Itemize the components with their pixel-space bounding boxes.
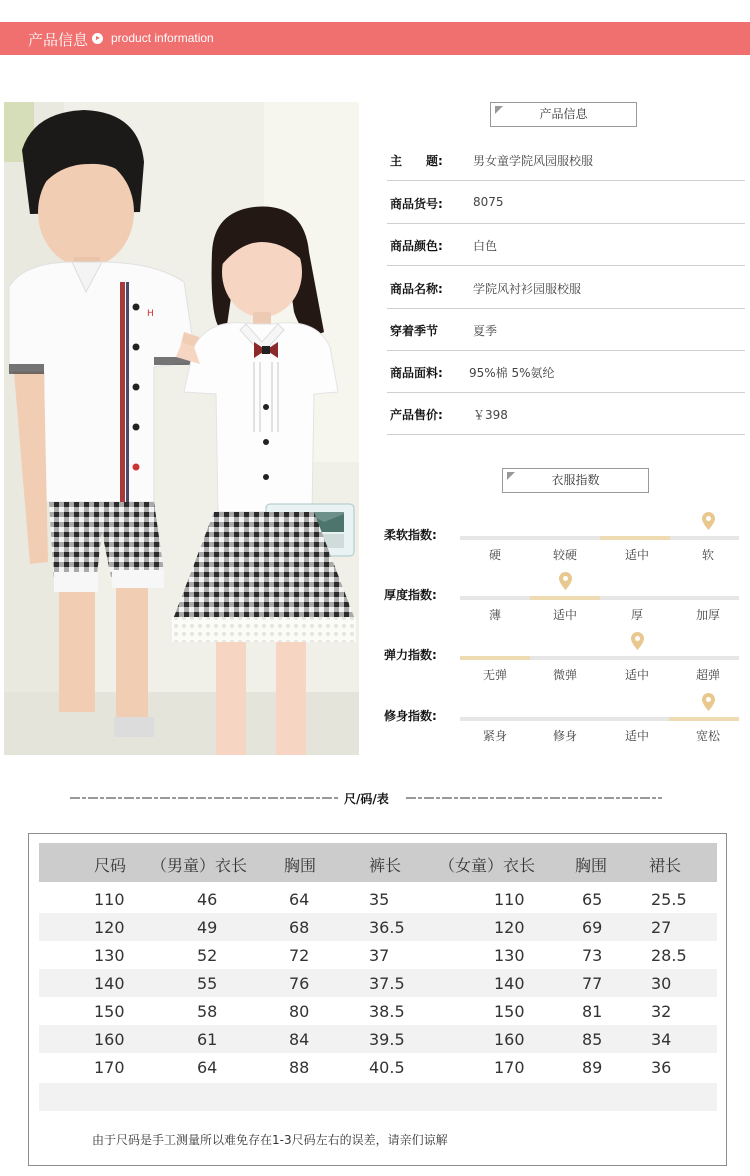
index-option: 宽松 bbox=[695, 729, 720, 743]
table-row bbox=[39, 941, 717, 969]
table-cell: 40.5 bbox=[369, 1058, 405, 1077]
location-pin-icon bbox=[702, 512, 715, 530]
table-cell: 36.5 bbox=[369, 918, 405, 937]
table-cell: 65 bbox=[582, 890, 603, 909]
info-value: 95%棉 5%氨纶 bbox=[469, 366, 555, 380]
index-option: 较硬 bbox=[552, 548, 577, 562]
table-cell: 34 bbox=[651, 1030, 672, 1049]
table-cell: 37 bbox=[369, 946, 390, 965]
info-value: 白色 bbox=[473, 239, 498, 253]
index-label: 修身指数: bbox=[384, 709, 437, 723]
col-header-girl-chest: 胸围 bbox=[575, 856, 608, 875]
index-option: 无弹 bbox=[482, 668, 507, 682]
table-cell: 36 bbox=[651, 1058, 672, 1077]
table-cell: 130 bbox=[94, 946, 125, 965]
index-option: 软 bbox=[701, 548, 714, 562]
table-cell: 81 bbox=[582, 1002, 603, 1021]
col-header-pants-length: 裤长 bbox=[369, 856, 402, 875]
table-cell: 160 bbox=[494, 1030, 525, 1049]
info-key: 商品货号: bbox=[390, 197, 443, 211]
table-cell: 69 bbox=[582, 918, 603, 937]
table-row bbox=[39, 969, 717, 997]
table-cell: 84 bbox=[289, 1030, 310, 1049]
table-cell: 68 bbox=[289, 918, 310, 937]
index-label: 厚度指数: bbox=[384, 588, 437, 602]
table-cell: 80 bbox=[289, 1002, 310, 1021]
product-info-label bbox=[490, 102, 637, 127]
corner-mark-icon bbox=[507, 472, 515, 480]
index-highlight-segment bbox=[530, 596, 600, 600]
info-value: 夏季 bbox=[473, 324, 498, 338]
section-title-cn: 产品信息 bbox=[28, 31, 89, 49]
col-header-girl-length: （女童）衣长 bbox=[439, 856, 536, 875]
info-key: 商品面料: bbox=[390, 366, 443, 380]
index-option: 硬 bbox=[488, 548, 501, 562]
table-cell: 32 bbox=[651, 1002, 672, 1021]
table-cell: 150 bbox=[494, 1002, 525, 1021]
info-key: 穿着季节 bbox=[390, 324, 439, 338]
col-header-skirt-length: 裙长 bbox=[649, 856, 682, 875]
info-value: ￥398 bbox=[473, 408, 508, 422]
table-cell: 85 bbox=[582, 1030, 603, 1049]
info-value: 8075 bbox=[473, 195, 504, 209]
index-option: 适中 bbox=[624, 729, 649, 743]
col-header-size: 尺码 bbox=[94, 856, 127, 875]
info-row-item-number bbox=[387, 181, 745, 224]
table-row bbox=[39, 1025, 717, 1053]
index-highlight-segment bbox=[460, 656, 530, 660]
index-option: 适中 bbox=[552, 608, 577, 622]
location-pin-icon bbox=[702, 693, 715, 711]
index-label: 弹力指数: bbox=[384, 648, 437, 662]
table-row bbox=[39, 1053, 717, 1081]
index-option: 薄 bbox=[488, 608, 501, 622]
table-row bbox=[39, 885, 717, 913]
size-chart-title: 尺/码/表 bbox=[344, 792, 389, 806]
table-cell: 140 bbox=[94, 974, 125, 993]
index-track bbox=[460, 717, 739, 721]
size-table-header bbox=[39, 843, 717, 882]
info-row-name bbox=[387, 266, 745, 309]
section-header-bar bbox=[0, 22, 750, 55]
info-value: 男女童学院风园服校服 bbox=[473, 154, 594, 168]
table-cell: 170 bbox=[94, 1058, 125, 1077]
svg-text:H: H bbox=[147, 309, 154, 319]
corner-mark-icon bbox=[495, 106, 503, 114]
table-cell: 64 bbox=[197, 1058, 218, 1077]
size-chart-note: 由于尺码是手工测量所以难免存在1-3尺码左右的误差，请亲们谅解 bbox=[92, 1133, 448, 1147]
index-option: 修身 bbox=[552, 729, 577, 743]
table-cell: 110 bbox=[94, 890, 125, 909]
table-row-empty bbox=[39, 1083, 717, 1111]
index-option: 适中 bbox=[624, 668, 649, 682]
table-cell: 46 bbox=[197, 890, 218, 909]
table-cell: 73 bbox=[582, 946, 603, 965]
info-value: 学院风衬衫园服校服 bbox=[473, 282, 582, 296]
index-highlight-segment bbox=[600, 536, 670, 540]
table-cell: 28.5 bbox=[651, 946, 687, 965]
index-option: 超弹 bbox=[695, 668, 720, 682]
info-key: 商品颜色: bbox=[390, 239, 443, 253]
table-cell: 89 bbox=[582, 1058, 603, 1077]
info-key: 产品售价: bbox=[390, 408, 443, 422]
table-row bbox=[39, 913, 717, 941]
location-pin-icon bbox=[559, 572, 572, 590]
table-cell: 170 bbox=[494, 1058, 525, 1077]
table-cell: 38.5 bbox=[369, 1002, 405, 1021]
play-circle-icon bbox=[92, 33, 103, 44]
location-pin-icon bbox=[631, 632, 644, 650]
table-cell: 160 bbox=[94, 1030, 125, 1049]
info-key: 主 题: bbox=[390, 154, 443, 168]
info-row-price bbox=[387, 392, 745, 435]
table-cell: 88 bbox=[289, 1058, 310, 1077]
index-option: 紧身 bbox=[482, 729, 507, 743]
table-cell: 72 bbox=[289, 946, 310, 965]
table-cell: 64 bbox=[289, 890, 310, 909]
index-option: 厚 bbox=[630, 608, 643, 622]
table-cell: 30 bbox=[651, 974, 672, 993]
info-row-theme bbox=[387, 138, 745, 181]
table-cell: 37.5 bbox=[369, 974, 405, 993]
product-info-label-text: 产品信息 bbox=[539, 107, 588, 121]
table-cell: 52 bbox=[197, 946, 218, 965]
col-header-boy-length: （男童）衣长 bbox=[151, 856, 248, 875]
table-cell: 61 bbox=[197, 1030, 218, 1049]
table-cell: 76 bbox=[289, 974, 310, 993]
info-row-fabric bbox=[387, 350, 745, 393]
table-cell: 55 bbox=[197, 974, 218, 993]
index-option: 微弹 bbox=[552, 668, 577, 682]
table-cell: 140 bbox=[494, 974, 525, 993]
index-track bbox=[460, 596, 739, 600]
table-cell: 120 bbox=[494, 918, 525, 937]
table-cell: 25.5 bbox=[651, 890, 687, 909]
table-cell: 35 bbox=[369, 890, 390, 909]
table-cell: 77 bbox=[582, 974, 603, 993]
product-photo bbox=[4, 102, 359, 755]
table-cell: 39.5 bbox=[369, 1030, 405, 1049]
index-option: 加厚 bbox=[695, 608, 720, 622]
section-title-en: product information bbox=[111, 31, 214, 45]
info-row-color bbox=[387, 223, 745, 266]
table-cell: 150 bbox=[94, 1002, 125, 1021]
table-cell: 120 bbox=[94, 918, 125, 937]
info-row-season bbox=[387, 308, 745, 351]
info-key: 商品名称: bbox=[390, 282, 443, 296]
index-track bbox=[460, 656, 739, 660]
index-option: 适中 bbox=[624, 548, 649, 562]
table-cell: 27 bbox=[651, 918, 672, 937]
clothing-index-label bbox=[502, 468, 649, 493]
clothing-index-label-text: 衣服指数 bbox=[551, 473, 600, 487]
table-cell: 58 bbox=[197, 1002, 218, 1021]
col-header-boy-chest: 胸围 bbox=[284, 856, 317, 875]
table-cell: 130 bbox=[494, 946, 525, 965]
index-label: 柔软指数: bbox=[384, 528, 437, 542]
table-cell: 49 bbox=[197, 918, 218, 937]
index-track bbox=[460, 536, 739, 540]
table-row bbox=[39, 997, 717, 1025]
index-highlight-segment bbox=[669, 717, 739, 721]
table-cell: 110 bbox=[494, 890, 525, 909]
